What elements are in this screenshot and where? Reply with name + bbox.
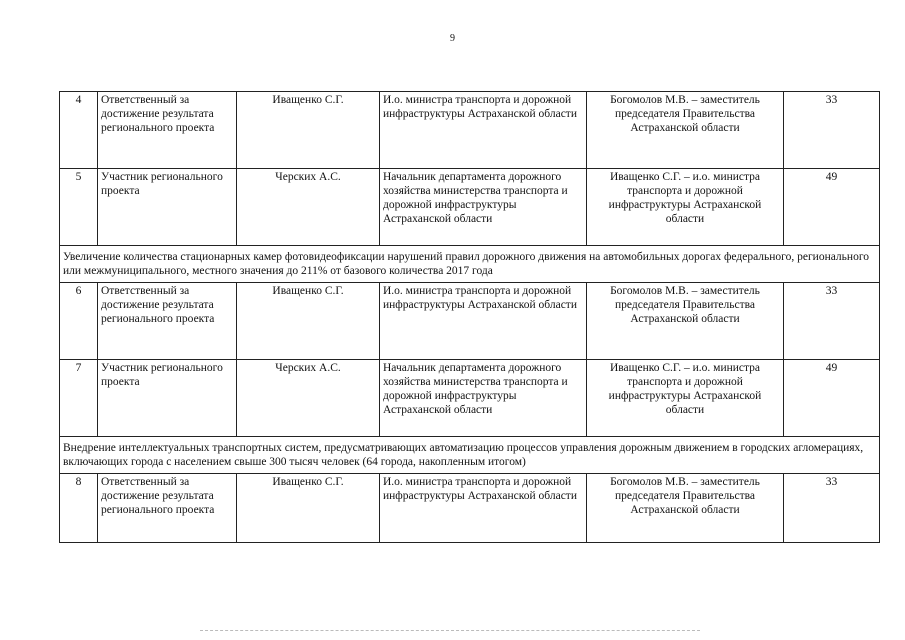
row-value: 33 (784, 474, 880, 543)
row-role: Участник регионального проекта (98, 360, 237, 437)
table-row (60, 360, 880, 437)
row-position: Начальник департамента дорожного хозяйства министерства транспорта и дорожной инфраструктуры Астраханской области (380, 169, 587, 246)
row-number: 7 (60, 360, 98, 437)
row-number: 4 (60, 92, 98, 169)
row-supervisor: Иващенко С.Г. – и.о. министра транспорта и дорожной инфраструктуры Астраханской области (587, 169, 784, 246)
row-value: 49 (784, 169, 880, 246)
row-role: Ответственный за достижение результата регионального проекта (98, 92, 237, 169)
table-row (60, 92, 880, 169)
row-name: Черских А.С. (237, 360, 380, 437)
row-name: Иващенко С.Г. (237, 474, 380, 543)
table-row (60, 283, 880, 360)
section-title: Увеличение количества стационарных камер фотовидеофиксации нарушений правил дорожного движения на автомобильных дорогах федерального, регионального или межмуниципального, местного значения до 211% от базового количества 2017 года (60, 246, 880, 283)
row-position: И.о. министра транспорта и дорожной инфраструктуры Астраханской области (380, 92, 587, 169)
row-supervisor: Богомолов М.В. – заместитель председателя Правительства Астраханской области (587, 92, 784, 169)
row-value: 33 (784, 92, 880, 169)
row-number: 6 (60, 283, 98, 360)
row-number: 5 (60, 169, 98, 246)
scan-artifact (200, 630, 700, 632)
row-supervisor: Богомолов М.В. – заместитель председателя Правительства Астраханской области (587, 283, 784, 360)
row-name: Иващенко С.Г. (237, 283, 380, 360)
table-row (60, 474, 880, 543)
row-value: 49 (784, 360, 880, 437)
row-position: Начальник департамента дорожного хозяйства министерства транспорта и дорожной инфраструктуры Астраханской области (380, 360, 587, 437)
row-role: Ответственный за достижение результата регионального проекта (98, 474, 237, 543)
participants-table (59, 91, 880, 543)
row-number: 8 (60, 474, 98, 543)
section-title: Внедрение интеллектуальных транспортных систем, предусматривающих автоматизацию процессов управления дорожным движением в городских агломерациях, включающих города с населением свыше 300 тысяч человек (64 города, накопленным итогом) (60, 437, 880, 474)
row-value: 33 (784, 283, 880, 360)
row-role: Участник регионального проекта (98, 169, 237, 246)
row-name: Черских А.С. (237, 169, 380, 246)
section-header (60, 246, 880, 283)
row-name: Иващенко С.Г. (237, 92, 380, 169)
table-row (60, 169, 880, 246)
row-position: И.о. министра транспорта и дорожной инфраструктуры Астраханской области (380, 283, 587, 360)
section-header (60, 437, 880, 474)
row-role: Ответственный за достижение результата регионального проекта (98, 283, 237, 360)
row-supervisor: Иващенко С.Г. – и.о. министра транспорта и дорожной инфраструктуры Астраханской области (587, 360, 784, 437)
row-position: И.о. министра транспорта и дорожной инфраструктуры Астраханской области (380, 474, 587, 543)
page-number: 9 (450, 33, 455, 44)
row-supervisor: Богомолов М.В. – заместитель председателя Правительства Астраханской области (587, 474, 784, 543)
